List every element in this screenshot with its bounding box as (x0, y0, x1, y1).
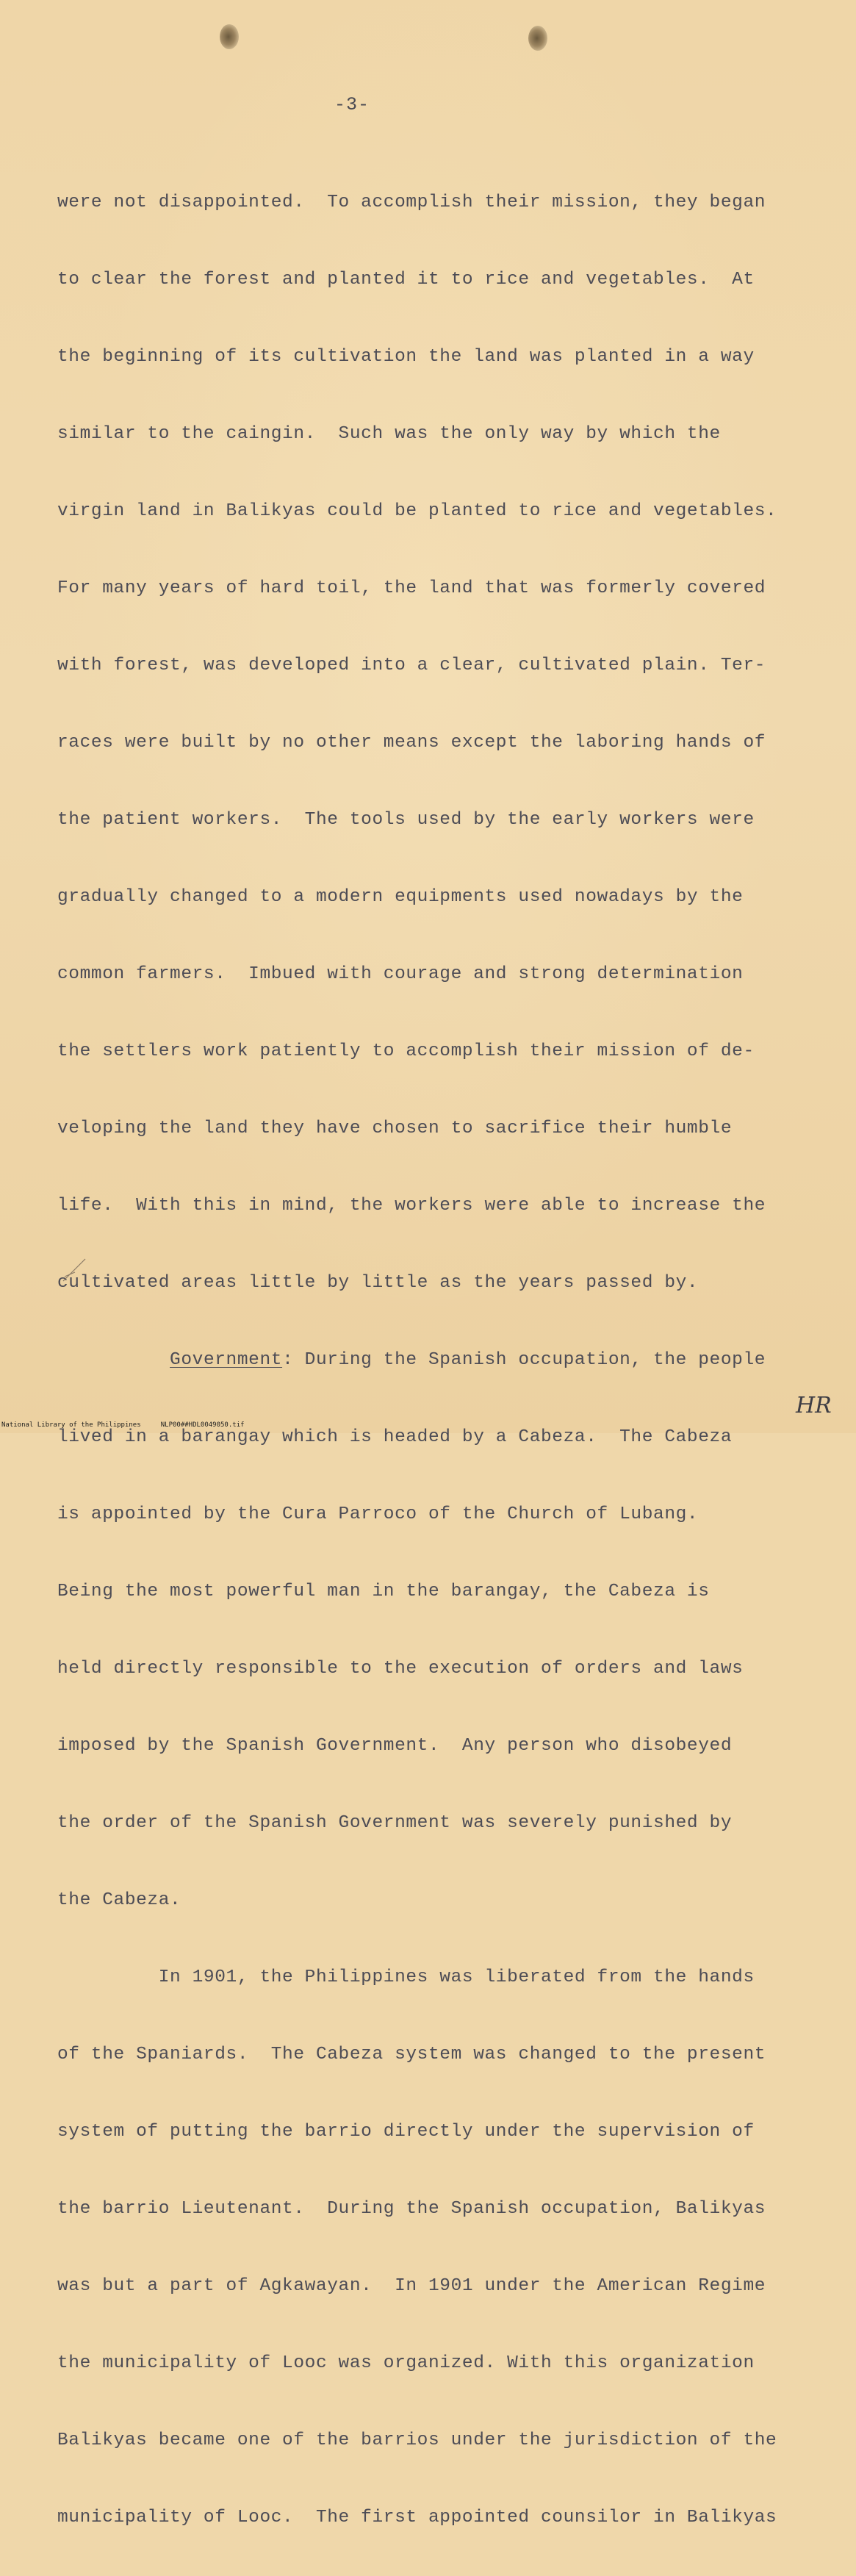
text-line: For many years of hard toil, the land that was formerly covered (57, 578, 766, 598)
text-line: life. With this in mind, the workers were able to increase the (57, 1196, 766, 1216)
text-line: veloping the land they have chosen to sacrifice their humble (57, 1119, 733, 1138)
text-line: was but a part of Agkawayan. In 1901 under the American Regime (57, 2276, 766, 2296)
text-line: gradually changed to a modern equipments used nowadays by the (57, 887, 744, 907)
text-line: the municipality of Looc was organized. With this organization (57, 2353, 755, 2373)
text-line: the patient workers. The tools used by the early workers were (57, 810, 755, 830)
body-text (57, 144, 792, 2576)
text-line: of the Spaniards. The Cabeza system was changed to the present (57, 2045, 766, 2064)
text-line: imposed by the Spanish Government. Any person who disobeyed (57, 1736, 733, 1756)
text-line: cultivated areas little by little as the years passed by. (57, 1273, 699, 1293)
text-line: the Cabeza. (57, 1890, 181, 1910)
text-line: the settlers work patiently to accomplish their mission of de- (57, 1041, 755, 1061)
government-line-rest: : During the Spanish occupation, the people (282, 1350, 766, 1370)
page-number: -3- (334, 94, 370, 115)
text-line: system of putting the barrio directly under the supervision of (57, 2122, 755, 2142)
pencil-mark-icon (60, 1255, 90, 1284)
archive-footer: National Library of the Philippines NLP00##HDL0049050.tif (1, 1421, 245, 1429)
text-line: the barrio Lieutenant. During the Spanish occupation, Balikyas (57, 2199, 766, 2219)
handwritten-initials: HR (796, 1393, 832, 1418)
text-line: held directly responsible to the execution of orders and laws (57, 1659, 744, 1679)
binder-hole (528, 26, 547, 51)
text-line: Being the most powerful man in the barangay, the Cabeza is (57, 1582, 710, 1601)
text-line: races were built by no other means except the laboring hands of (57, 733, 766, 753)
text-line: similar to the caingin. Such was the only way by which the (57, 424, 721, 444)
text-line: Balikyas became one of the barrios under the jurisdiction of the (57, 2430, 777, 2450)
text-line: virgin land in Balikyas could be planted to rice and vegetables. (57, 501, 777, 521)
text-line: the beginning of its cultivation the land was planted in a way (57, 347, 755, 367)
government-line (57, 1341, 792, 1379)
text-line: were not disappointed. To accomplish their mission, they began (57, 193, 766, 212)
text-line: common farmers. Imbued with courage and strong determination (57, 964, 744, 984)
section-heading-government: Government (170, 1350, 283, 1370)
text-line: to clear the forest and planted it to rice and vegetables. At (57, 270, 755, 290)
text-line: is appointed by the Cura Parroco of the Church of Lubang. (57, 1504, 699, 1524)
text-line: municipality of Looc. The first appointed counsilor in Balikyas (57, 2508, 777, 2527)
binder-hole (220, 24, 239, 49)
text-line: lived in a barangay which is headed by a Cabeza. The Cabeza (57, 1427, 733, 1447)
text-line: the order of the Spanish Government was severely punished by (57, 1813, 733, 1833)
text-line: with forest, was developed into a clear, cultivated plain. Ter- (57, 656, 766, 675)
text-line: In 1901, the Philippines was liberated from the hands (57, 1967, 755, 1987)
